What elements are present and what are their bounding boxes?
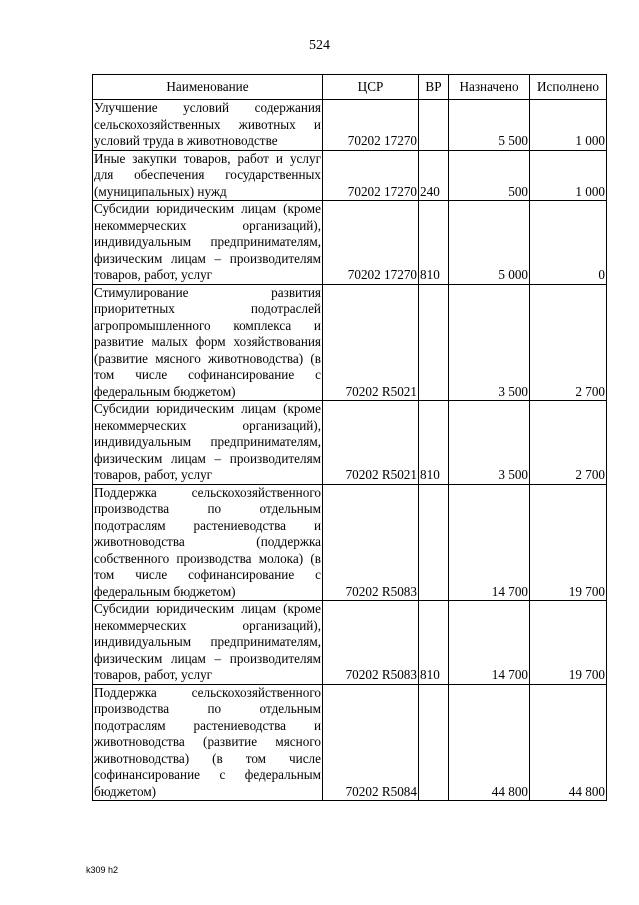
row-name: Иные закупки товаров, работ и услуг для обеспечения государственных (муниципальных) нужд bbox=[94, 150, 321, 199]
row-executed: 1 000 bbox=[530, 100, 607, 151]
row-assigned: 5 000 bbox=[449, 201, 530, 285]
row-vr: 810 bbox=[419, 601, 449, 685]
row-name: Поддержка сельскохозяйственного производства по отдельным подотраслям растениеводства и животноводства (развитие мясного животноводства) (в том числе софинансирование с федеральным бюджетом) bbox=[94, 684, 321, 799]
row-executed: 1 000 bbox=[530, 150, 607, 201]
row-assigned: 3 500 bbox=[449, 401, 530, 485]
table-header-row bbox=[93, 75, 607, 100]
row-vr bbox=[419, 100, 449, 151]
row-assigned: 14 700 bbox=[449, 601, 530, 685]
table-row bbox=[93, 100, 607, 151]
table-row bbox=[93, 684, 607, 801]
row-name: Субсидии юридическим лицам (кроме некоммерческих организаций), индивидуальным предпринимателям, физическим лицам – производителям товаров, работ, услуг bbox=[94, 401, 321, 482]
row-name: Субсидии юридическим лицам (кроме некоммерческих организаций), индивидуальным предпринимателям, физическим лицам – производителям товаров, работ, услуг bbox=[94, 601, 321, 682]
header-name: Наименование bbox=[93, 75, 323, 100]
row-csr: 70202 R5021 bbox=[323, 401, 419, 485]
table-row bbox=[93, 601, 607, 685]
row-csr: 70202 17270 bbox=[323, 100, 419, 151]
table-row bbox=[93, 484, 607, 601]
table-row bbox=[93, 401, 607, 485]
row-vr: 810 bbox=[419, 401, 449, 485]
budget-table bbox=[92, 74, 607, 801]
row-vr bbox=[419, 684, 449, 801]
document-code: k309 h2 bbox=[86, 865, 119, 875]
row-csr: 70202 R5083 bbox=[323, 484, 419, 601]
table-row bbox=[93, 201, 607, 285]
row-csr: 70202 R5084 bbox=[323, 684, 419, 801]
row-vr: 240 bbox=[419, 150, 449, 201]
row-csr: 70202 17270 bbox=[323, 150, 419, 201]
table-row bbox=[93, 284, 607, 401]
row-executed: 2 700 bbox=[530, 401, 607, 485]
header-executed: Исполнено bbox=[530, 75, 607, 100]
row-vr bbox=[419, 484, 449, 601]
row-name: Поддержка сельскохозяйственного производства по отдельным подотраслям растениеводства и животноводства (поддержка собственного производства молока) (в том числе софинансирование с федеральным бюджетом) bbox=[94, 484, 321, 599]
row-executed: 44 800 bbox=[530, 684, 607, 801]
row-csr: 70202 R5021 bbox=[323, 284, 419, 401]
row-name: Улучшение условий содержания сельскохозяйственных животных и условий труда в животноводстве bbox=[94, 100, 321, 148]
row-name: Субсидии юридическим лицам (кроме некоммерческих организаций), индивидуальным предпринимателям, физическим лицам – производителям товаров, работ, услуг bbox=[94, 201, 321, 282]
row-vr: 810 bbox=[419, 201, 449, 285]
row-vr bbox=[419, 284, 449, 401]
page-number: 524 bbox=[309, 38, 330, 53]
row-assigned: 44 800 bbox=[449, 684, 530, 801]
row-assigned: 500 bbox=[449, 150, 530, 201]
row-assigned: 14 700 bbox=[449, 484, 530, 601]
table-row bbox=[93, 150, 607, 201]
row-executed: 19 700 bbox=[530, 484, 607, 601]
row-csr: 70202 17270 bbox=[323, 201, 419, 285]
row-assigned: 5 500 bbox=[449, 100, 530, 151]
row-executed: 19 700 bbox=[530, 601, 607, 685]
row-assigned: 3 500 bbox=[449, 284, 530, 401]
row-name: Стимулирование развития приоритетных подотраслей агропромышленного комплекса и развитие малых форм хозяйствования (развитие мясного животноводства) (в том числе софинансирование с федеральным бюджетом) bbox=[94, 284, 321, 399]
header-assigned: Назначено bbox=[449, 75, 530, 100]
header-csr: ЦСР bbox=[323, 75, 419, 100]
header-vr: ВР bbox=[419, 75, 449, 100]
row-csr: 70202 R5083 bbox=[323, 601, 419, 685]
row-executed: 0 bbox=[530, 201, 607, 285]
row-executed: 2 700 bbox=[530, 284, 607, 401]
